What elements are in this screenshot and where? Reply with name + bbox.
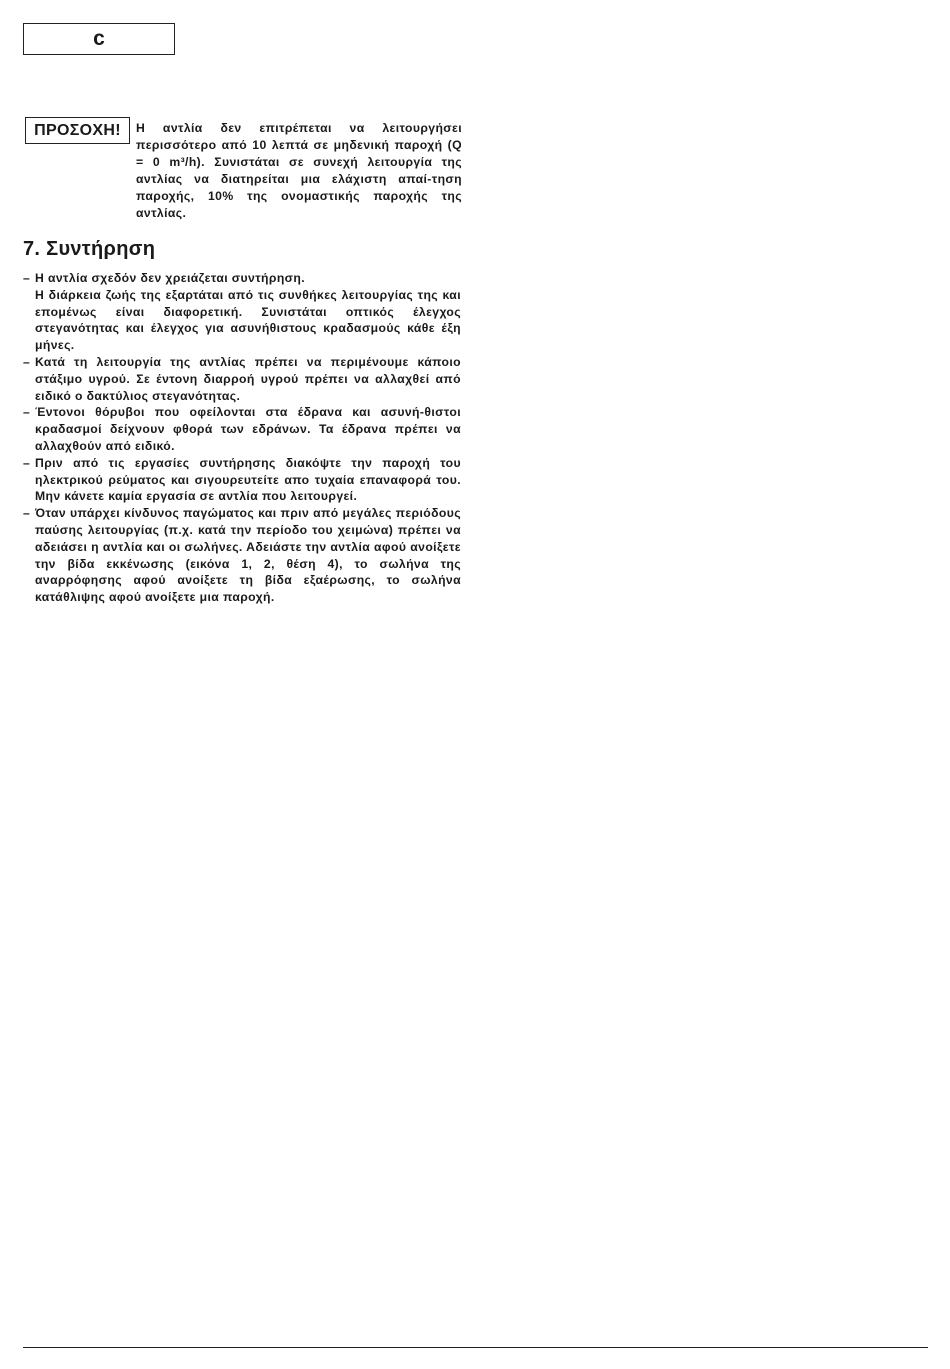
language-code: c: [93, 27, 105, 50]
section-title: 7. Συντήρηση: [23, 238, 156, 260]
list-item: [23, 354, 461, 404]
list-item-text: Έντονοι θόρυβοι που οφείλονται στα έδρανα και ασυνή-θιστοι κραδασμοί δείχνουν φθορά των εδράνων. Τα έδρανα πρέπει να αλλαχθούν από ειδικό.: [35, 405, 461, 453]
list-dash: –: [23, 455, 31, 470]
maintenance-list: [23, 270, 461, 606]
list-dash: –: [23, 354, 31, 369]
footer-divider: [23, 1347, 928, 1348]
list-item: [23, 270, 461, 354]
warning-label: ΠΡΟΣΟΧΗ!: [25, 117, 130, 144]
list-item-text: Όταν υπάρχει κίνδυνος παγώματος και πριν από μεγάλες περιόδους παύσης λειτουργίας (π.χ. κατά την περίοδο του χειμώνα) πρέπει να αδειάσει η αντλία και οι σωλήνες. Αδειάστε την αντλία αφού ανοίξετε την βίδα εκκένωσης (εικόνα 1, 2, θέση 4), το σωλήνα της αναρρόφησης αφού ανοίξετε τη βίδα εξαέρωσης, το σωλήνα κατάθλιψης αφού ανοίξετε μια παροχή.: [35, 506, 461, 605]
list-item: [23, 404, 461, 454]
list-dash: –: [23, 506, 31, 521]
list-item: [23, 505, 461, 606]
list-item-lead: Η αντλία σχεδόν δεν χρειάζεται συντήρηση.: [35, 271, 306, 285]
list-item-text: Η διάρκεια ζωής της εξαρτάται από τις συνθήκες λειτουργίας της και επομένως είναι διαφορετική. Συνιστάται οπτικός έλεγχος στεγανότητας και έλεγχος για ασυνήθιστους κραδασμούς κάθε έξη μήνες.: [35, 287, 461, 353]
language-code-box: [23, 23, 175, 55]
list-item-text: Κατά τη λειτουργία της αντλίας πρέπει να περιμένουμε κάποιο στάξιμο υγρού. Σε έντονη διαρροή υγρού πρέπει να αλλαχθεί από ειδικό ο δακτύλιος στεγανότητας.: [35, 354, 461, 403]
list-dash: –: [23, 405, 31, 420]
list-dash: –: [23, 271, 31, 285]
list-item: [23, 455, 461, 505]
warning-text: Η αντλία δεν επιτρέπεται να λειτουργήσει περισσότερο από 10 λεπτά σε μηδενική παροχή (Q = 0 m³/h). Συνιστάται σε συνεχή λειτουργία της αντλίας να διατηρείται μια ελάχιστη απαί-τηση παροχής, 10% της ονομαστικής παροχής της αντλίας.: [136, 121, 462, 220]
list-item-text: Πριν από τις εργασίες συντήρησης διακόψτε την παροχή του ηλεκτρικού ρεύματος και σιγουρευτείτε απο τυχαία επαναφορά του. Μην κάνετε καμία εργασία σε αντλία που λειτουργεί.: [35, 455, 461, 504]
